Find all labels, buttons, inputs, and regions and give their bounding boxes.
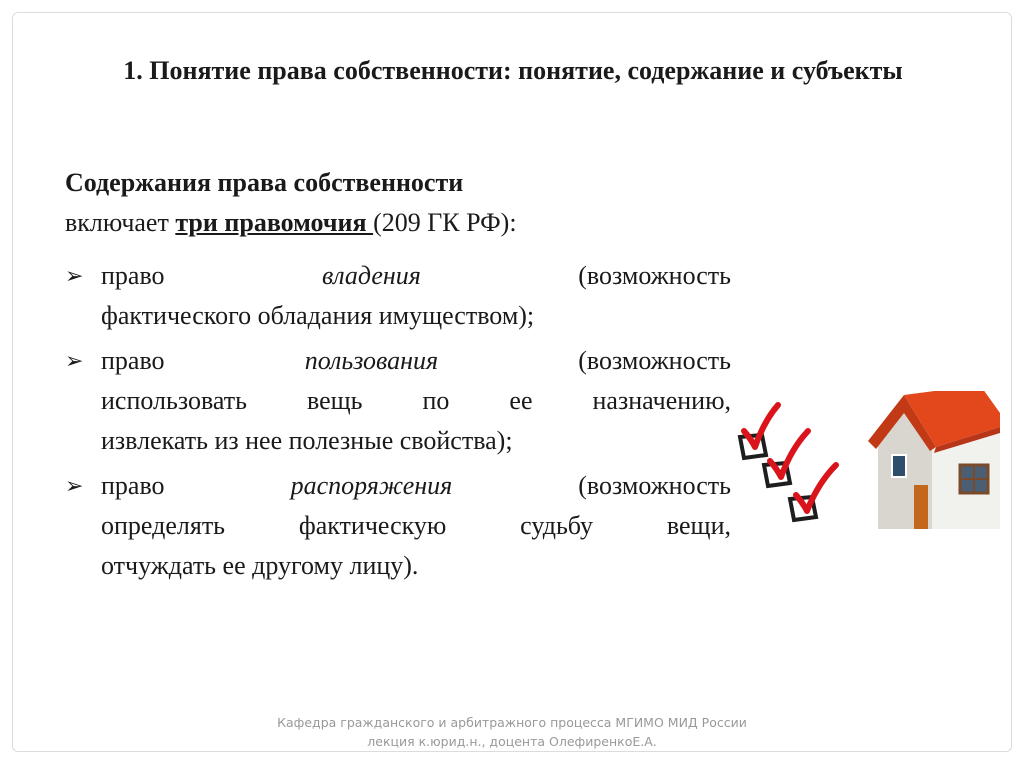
intro-prefix: включает <box>65 208 176 237</box>
intro-heading: Содержания права собственности <box>65 168 464 197</box>
list-item-line: извлекать из нее полезные свойства); <box>101 426 513 455</box>
arrow-bullet-icon: ➢ <box>65 263 84 288</box>
powers-list <box>65 256 731 591</box>
list-item-first-line <box>101 256 731 296</box>
list-item-line: фактического обладания имуществом); <box>101 301 535 330</box>
footer-line: Кафедра гражданского и арбитражного процесса МГИМО МИД России <box>277 715 747 730</box>
slide <box>12 12 1012 752</box>
list-item-open: (возможность <box>578 471 731 500</box>
footer-line: лекция к.юрид.н., доцента ОлефиренкоЕ.А. <box>367 734 657 749</box>
slide-title: 1. Понятие права собственности: понятие, содержание и субъекты <box>123 56 903 85</box>
list-item-word: право <box>101 346 165 375</box>
arrow-bullet-icon: ➢ <box>65 348 84 373</box>
checklist-house-illustration <box>718 391 1000 531</box>
list-item-first-line <box>101 341 731 381</box>
list-item-open: (возможность <box>578 261 731 290</box>
list-item-term: владения <box>321 261 421 290</box>
house-icon <box>868 391 1000 529</box>
list-item-term: распоряжения <box>290 471 453 500</box>
list-item-word: право <box>101 471 165 500</box>
list-item <box>65 256 731 336</box>
list-item <box>65 466 731 586</box>
intro-suffix: (209 ГК РФ): <box>373 208 517 237</box>
list-item-line: отчуждать ее другому лицу). <box>101 551 419 580</box>
list-item-term: пользования <box>304 346 439 375</box>
list-item-line: определять фактическую судьбу вещи, <box>101 511 731 540</box>
intro-underlined: три правомочия <box>175 208 374 237</box>
list-item-line: использовать вещь по ее назначению, <box>101 386 731 415</box>
list-item <box>65 341 731 461</box>
list-item-open: (возможность <box>578 346 731 375</box>
footer <box>13 713 1011 751</box>
intro-block <box>65 163 745 243</box>
arrow-bullet-icon: ➢ <box>65 473 84 498</box>
list-item-word: право <box>101 261 165 290</box>
list-item-first-line <box>101 466 731 506</box>
check-mark-icon <box>796 465 836 511</box>
check-mark-icon <box>744 405 778 447</box>
